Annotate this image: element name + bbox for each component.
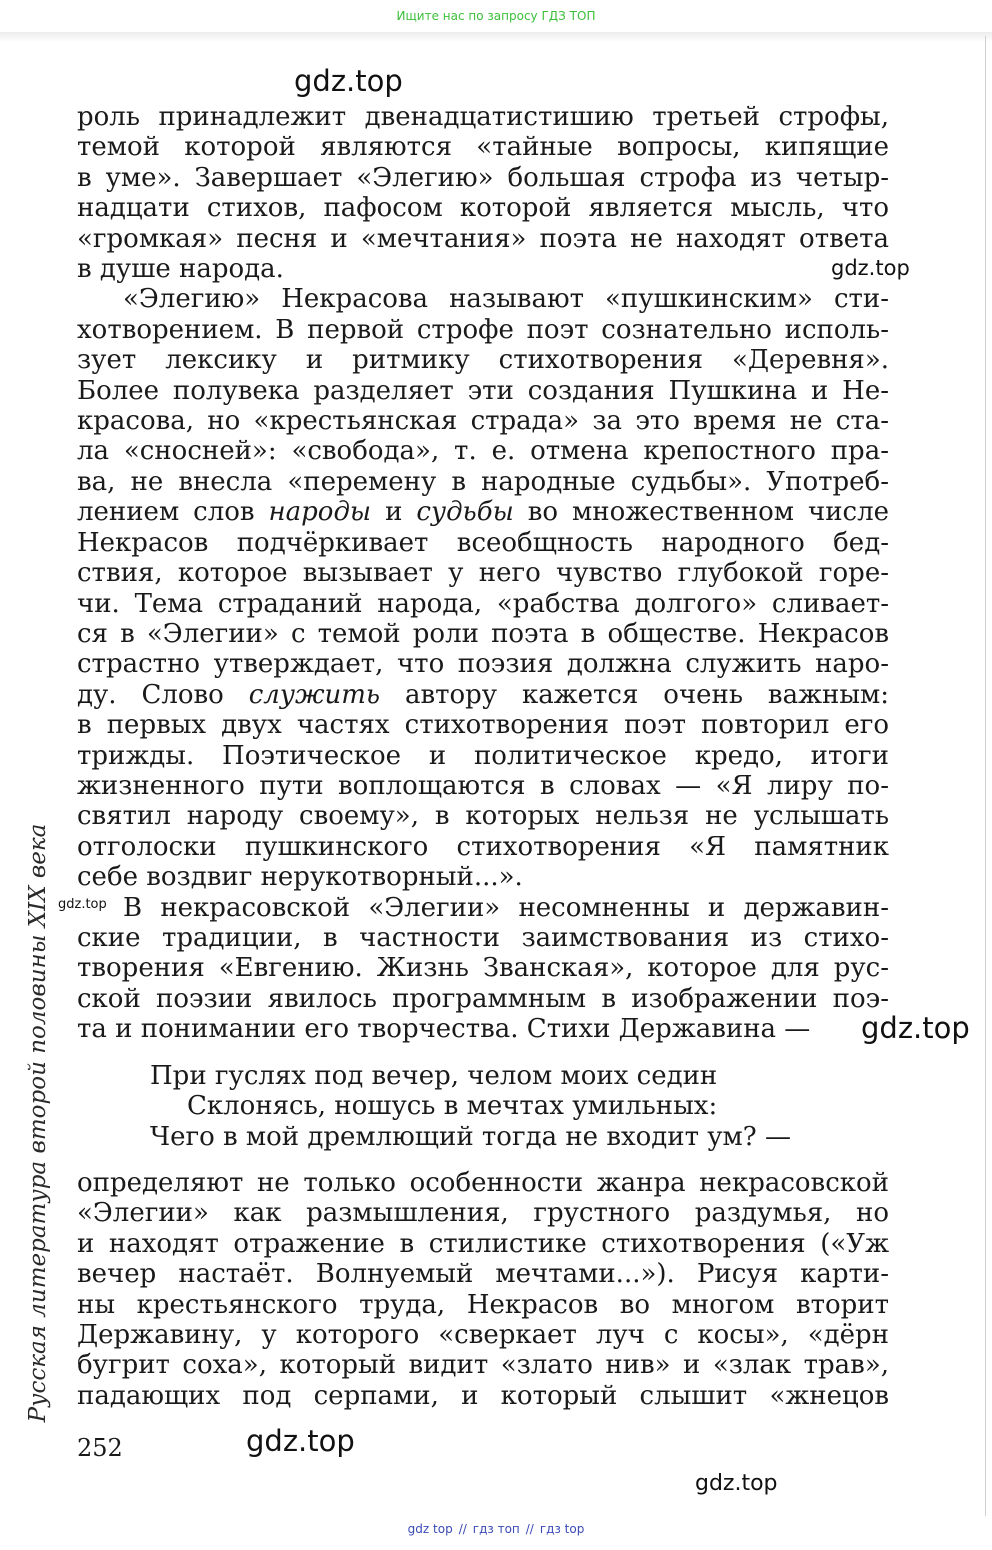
text-line: падающих под серпами, и который слышит «жнецов xyxy=(77,1380,889,1411)
text-line: В некрасовской «Элегии» несомненны и державин- xyxy=(123,892,889,923)
paragraph-3 xyxy=(77,893,889,1045)
text-line: красова, но «крестьянская страда» за это время не ста- xyxy=(77,406,889,437)
footer-link[interactable]: гдз top xyxy=(539,1522,585,1536)
text-line: вечер настаёт. Волнуемый мечтами...»). Рисуя карти- xyxy=(77,1259,889,1290)
text-line: отголоски пушкинского стихотворения «Я памятник xyxy=(77,831,889,862)
text-line: чи. Тема страданий народа, «рабства долгого» сливает- xyxy=(77,588,889,619)
text-line: Державину, у которого «сверкает луч с косы», «дёрн xyxy=(77,1320,889,1351)
watermark: gdz.top xyxy=(695,1471,778,1496)
text-fragment: автору кажется очень важным: xyxy=(380,679,889,710)
text-line: творения «Евгению. Жизнь Званская», которое для рус- xyxy=(77,953,889,984)
text-line: в душе народа. xyxy=(77,254,284,285)
watermark: gdz.top xyxy=(246,1424,355,1458)
footer-link[interactable]: гдз топ xyxy=(472,1522,520,1536)
main-text xyxy=(77,102,889,1045)
text-line: темой которой являются «тайные вопросы, кипящие xyxy=(77,132,889,163)
text-line: в уме». Завершает «Элегию» большая строфа из четыр- xyxy=(77,162,889,193)
poem-quote xyxy=(150,1061,791,1152)
footer-links xyxy=(0,1522,992,1536)
text-line: «громкая» песня и «мечтания» поэта не находят ответа xyxy=(77,223,889,254)
text-line: зует лексику и ритмику стихотворения «Деревня». xyxy=(77,345,889,376)
top-banner[interactable]: Ищите нас по запросу ГДЗ ТОП xyxy=(396,9,596,23)
text-line: та и понимании его творчества. Стихи Державина — xyxy=(77,1014,811,1045)
poem-line: Чего в мой дремлющий тогда не входит ум? — xyxy=(150,1121,791,1152)
text-fragment: лением слов xyxy=(77,497,269,528)
page-edge-line xyxy=(985,36,986,1516)
text-line: Более полувека разделяет эти создания Пушкина и Не- xyxy=(77,375,889,406)
watermark: gdz.top xyxy=(58,897,107,912)
text-line: ны крестьянского труда, Некрасов во многом вторит xyxy=(77,1289,889,1320)
text-line: жизненного пути воплощаются в словах — «Я лиру по- xyxy=(77,770,889,801)
paragraph-1 xyxy=(77,102,889,284)
text-line: надцати стихов, пафосом которой является мысль, что xyxy=(77,193,889,224)
text-line: «Элегии» как размышления, грустного раздумья, но xyxy=(77,1198,889,1229)
footer-separator: // xyxy=(458,1522,467,1536)
text-line: в первых двух частях стихотворения поэт повторил его xyxy=(77,710,889,741)
poem-line: Склонясь, ношусь в мечтах умильных: xyxy=(187,1091,718,1122)
banner-shadow xyxy=(0,32,992,42)
watermark: gdz.top xyxy=(861,1011,970,1045)
emphasis-word: служить xyxy=(248,679,381,710)
watermark: gdz.top xyxy=(831,256,910,280)
paragraph-2 xyxy=(77,284,889,892)
text-line: определяют не только особенности жанра некрасовской xyxy=(77,1168,889,1198)
footer-separator: // xyxy=(525,1522,534,1536)
side-running-title: Русская литература второй половины XIX века xyxy=(25,823,51,1423)
text-line: хотворением. В первой строфе поэт сознательно исполь- xyxy=(77,314,889,345)
paragraph-4 xyxy=(77,1168,889,1411)
text-line xyxy=(77,497,889,527)
text-line: себе воздвиг нерукотворный...». xyxy=(77,862,523,893)
text-line: ва, не внесла «перемену в народные судьбы». Употреб- xyxy=(77,466,889,497)
text-fragment: и xyxy=(371,497,417,528)
text-line: ские традиции, в частности заимствования из стихо- xyxy=(77,922,889,953)
text-line: «Элегию» Некрасова называют «пушкинским» сти- xyxy=(123,284,889,315)
emphasis-word: народы xyxy=(268,497,372,528)
text-line: ла «сносней»: «свобода», т. е. отмена крепостного пра- xyxy=(77,436,889,467)
text-line: ской поэзии явилось программным в изображении поэ- xyxy=(77,983,889,1014)
text-line: трижды. Поэтическое и политическое кредо, итоги xyxy=(77,740,889,771)
footer-link[interactable]: gdz top xyxy=(407,1522,453,1536)
text-line: Некрасов подчёркивает всеобщность народного бед- xyxy=(77,527,889,558)
text-line: святил народу своему», в которых нельзя не услышать xyxy=(77,801,889,832)
text-line: ствия, которое вызывает у него чувство глубокой горе- xyxy=(77,558,889,589)
text-fragment: во множественном числе xyxy=(513,497,890,528)
text-fragment: ду. Слово xyxy=(77,679,249,710)
text-line: ся в «Элегии» с темой роли поэта в обществе. Некрасов xyxy=(77,618,889,649)
emphasis-word: судьбы xyxy=(416,497,514,528)
page-number: 252 xyxy=(77,1434,123,1462)
text-line: и находят отражение в стилистике стихотворения («Уж xyxy=(77,1228,889,1259)
text-line: бугрит соха», который видит «злато нив» и «злак трав», xyxy=(77,1350,889,1381)
text-line xyxy=(77,680,889,710)
text-line: роль принадлежит двенадцатистишию третьей строфы, xyxy=(77,102,889,132)
poem-line: При гуслях под вечер, челом моих седин xyxy=(150,1061,718,1091)
text-line: страстно утверждает, что поэзия должна служить наро- xyxy=(77,649,889,680)
watermark: gdz.top xyxy=(294,64,403,98)
